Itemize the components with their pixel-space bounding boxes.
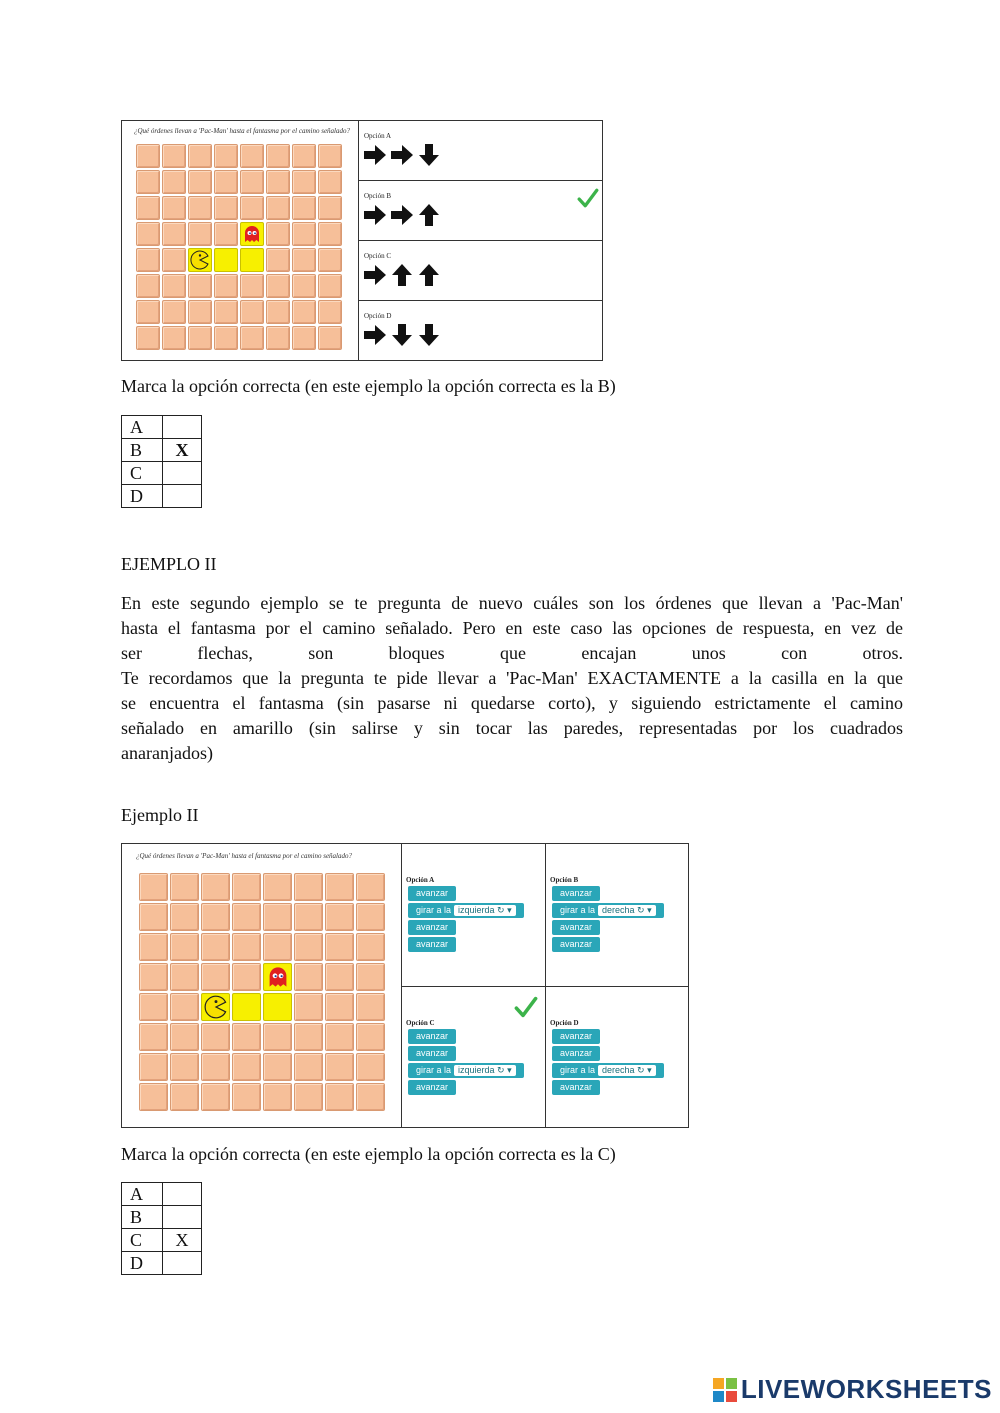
maze-cell (356, 1053, 385, 1081)
answer-mark-cell[interactable] (163, 1183, 202, 1206)
maze-cell (188, 222, 212, 246)
maze-cell (263, 1053, 292, 1081)
maze-cell (325, 933, 354, 961)
maze-cell (170, 873, 199, 901)
maze-cell (136, 170, 160, 194)
maze-cell (139, 903, 168, 931)
ghost-icon (266, 965, 290, 989)
answer-mark-cell[interactable] (163, 1252, 202, 1275)
paragraph-line: En este segundo ejemplo se te pregunta de nuevo cuáles son los órdenes que llevan a 'Pac-Man' (121, 593, 903, 613)
section-heading: EJEMPLO II (121, 554, 217, 574)
maze-cell (139, 933, 168, 961)
maze-cell (136, 144, 160, 168)
example1-figure (121, 120, 603, 361)
answer-mark-cell[interactable] (163, 462, 202, 485)
maze-cell (318, 170, 342, 194)
maze-cell (263, 873, 292, 901)
ghost-icon (242, 224, 262, 244)
maze-cell (318, 196, 342, 220)
option-label: Opción D (550, 1019, 579, 1027)
maze-cell (294, 933, 323, 961)
example1-answer-table (121, 415, 202, 508)
advance-block: avanzar (408, 937, 456, 952)
maze-cell (294, 963, 323, 991)
maze-cell (170, 903, 199, 931)
advance-block: avanzar (552, 1046, 600, 1061)
maze-cell (263, 903, 292, 931)
maze-cell (170, 1023, 199, 1051)
answer-letter: A (122, 1183, 163, 1206)
maze-cell (263, 963, 292, 991)
paragraph-line: hasta el fantasma por el camino señalado. Pero en este caso las opciones de respuesta, en vez de (121, 618, 903, 638)
option-label: Opción B (364, 192, 392, 200)
advance-block: avanzar (552, 1080, 600, 1095)
maze-cell (292, 196, 316, 220)
answer-letter: C (122, 1229, 163, 1252)
example1-maze-grid (136, 144, 342, 350)
maze-cell (318, 274, 342, 298)
maze-cell (136, 196, 160, 220)
answer-row (122, 1206, 202, 1229)
maze-cell (214, 274, 238, 298)
maze-cell (188, 326, 212, 350)
maze-cell (139, 1053, 168, 1081)
maze-cell (170, 1053, 199, 1081)
maze-cell (170, 1083, 199, 1111)
maze-cell (294, 993, 323, 1021)
maze-cell (325, 963, 354, 991)
maze-cell (136, 222, 160, 246)
maze-cell (232, 903, 261, 931)
maze-cell (201, 903, 230, 931)
maze-cell (325, 993, 354, 1021)
maze-cell (201, 1023, 230, 1051)
answer-letter: C (122, 462, 163, 485)
maze-cell (325, 873, 354, 901)
maze-cell (266, 144, 290, 168)
maze-cell (162, 222, 186, 246)
check-icon (514, 995, 538, 1019)
direction-dropdown: derecha ↻ ▾ (598, 905, 656, 916)
advance-block: avanzar (408, 1080, 456, 1095)
maze-cell (201, 963, 230, 991)
arrow-right-icon (389, 142, 415, 168)
maze-cell (170, 993, 199, 1021)
example2-maze-grid (139, 873, 385, 1111)
advance-block: avanzar (552, 937, 600, 952)
answer-mark-cell[interactable] (163, 1206, 202, 1229)
turn-block-label: girar a la (416, 1065, 452, 1075)
brand-name: LIVEWORKSHEETS (740, 1374, 992, 1404)
maze-cell (240, 170, 264, 194)
maze-cell (232, 1053, 261, 1081)
option-label: Opción C (406, 1019, 435, 1027)
arrow-right-icon (362, 262, 388, 288)
maze-cell (162, 274, 186, 298)
paragraph-line: se encuentra el fantasma (sin pasarse ni quedarse corto), y siguiendo estrictamente el camino (121, 693, 903, 713)
arrow-right-icon (362, 322, 388, 348)
example1-question: ¿Qué órdenes llevan a 'Pac-Man' hasta el fantasma por el camino señalado? (134, 127, 351, 135)
answer-row (122, 416, 202, 439)
option-label: Opción B (550, 876, 579, 884)
option-label: Opción C (364, 252, 392, 260)
answer-letter: D (122, 1252, 163, 1275)
maze-cell (292, 326, 316, 350)
option-arrows (362, 202, 442, 228)
maze-cell (318, 222, 342, 246)
example2-heading: Ejemplo II (121, 805, 199, 825)
maze-cell (232, 933, 261, 961)
maze-cell (162, 196, 186, 220)
code-block-stack (552, 886, 664, 954)
maze-cell (136, 300, 160, 324)
paragraph-line: Te recordamos que la pregunta te pide llevar a 'Pac-Man' EXACTAMENTE a la casilla en la que (121, 668, 903, 688)
maze-cell (214, 300, 238, 324)
maze-cell (232, 1023, 261, 1051)
maze-cell (356, 963, 385, 991)
correct-check (514, 995, 538, 1024)
maze-cell (318, 326, 342, 350)
maze-cell (356, 1083, 385, 1111)
turn-block (552, 903, 664, 918)
maze-cell (266, 326, 290, 350)
maze-cell (263, 1023, 292, 1051)
arrow-right-icon (389, 202, 415, 228)
liveworksheets-logo (713, 1374, 992, 1405)
maze-cell (266, 274, 290, 298)
paragraph-line: señalado en amarillo (sin salirse y sin tocar las paredes, representadas por los cuadrados (121, 718, 903, 738)
maze-cell (214, 326, 238, 350)
maze-cell (266, 196, 290, 220)
example1-caption: Marca la opción correcta (en este ejemplo la opción correcta es la B) (121, 376, 616, 396)
maze-cell (139, 873, 168, 901)
maze-cell (162, 144, 186, 168)
arrow-down-icon (416, 142, 442, 168)
option-label: Opción A (364, 132, 392, 140)
example2-figure (121, 843, 689, 1128)
maze-cell (325, 903, 354, 931)
maze-cell (139, 963, 168, 991)
maze-cell (162, 248, 186, 272)
advance-block: avanzar (408, 1046, 456, 1061)
option-arrows (362, 322, 442, 348)
paragraph-line: ser flechas, son bloques que encajan unos con otros. (121, 643, 903, 663)
maze-cell (356, 1023, 385, 1051)
advance-block: avanzar (552, 1029, 600, 1044)
maze-cell (356, 933, 385, 961)
maze-cell (263, 993, 292, 1021)
maze-cell (214, 222, 238, 246)
maze-cell (232, 993, 261, 1021)
maze-cell (136, 248, 160, 272)
maze-cell (162, 326, 186, 350)
maze-cell (188, 170, 212, 194)
maze-cell (201, 993, 230, 1021)
maze-cell (162, 300, 186, 324)
arrow-up-icon (389, 262, 415, 288)
answer-row (122, 1229, 202, 1252)
paragraph-line: anaranjados) (121, 743, 213, 763)
pacman-icon (190, 250, 210, 270)
answer-row (122, 485, 202, 508)
maze-cell (325, 1053, 354, 1081)
code-block-stack (408, 886, 524, 954)
maze-cell (201, 1053, 230, 1081)
turn-block-label: girar a la (416, 905, 452, 915)
maze-cell (318, 144, 342, 168)
maze-cell (139, 1023, 168, 1051)
maze-cell (214, 170, 238, 194)
advance-block: avanzar (408, 1029, 456, 1044)
direction-dropdown: izquierda ↻ ▾ (454, 1065, 516, 1076)
maze-cell (356, 993, 385, 1021)
maze-cell (266, 300, 290, 324)
answer-mark-cell[interactable]: X (163, 439, 202, 462)
answer-letter: A (122, 416, 163, 439)
answer-mark-cell[interactable] (163, 485, 202, 508)
direction-dropdown: izquierda ↻ ▾ (454, 905, 516, 916)
correct-check (577, 187, 599, 214)
answer-letter: B (122, 439, 163, 462)
maze-cell (318, 300, 342, 324)
maze-cell (240, 144, 264, 168)
check-icon (577, 187, 599, 209)
advance-block: avanzar (552, 920, 600, 935)
option-label: Opción A (406, 876, 435, 884)
example2-question: ¿Qué órdenes llevan a 'Pac-Man' hasta el fantasma por el camino señalado? (136, 852, 353, 860)
maze-cell (214, 248, 238, 272)
option-arrows (362, 142, 442, 168)
maze-cell (240, 326, 264, 350)
code-block-stack (552, 1029, 664, 1097)
maze-cell (294, 1053, 323, 1081)
answer-row (122, 439, 202, 462)
pacman-icon (204, 995, 228, 1019)
turn-block (408, 903, 524, 918)
answer-row (122, 462, 202, 485)
maze-cell (232, 963, 261, 991)
maze-cell (240, 196, 264, 220)
advance-block: avanzar (552, 886, 600, 901)
direction-dropdown: derecha ↻ ▾ (598, 1065, 656, 1076)
example2-caption: Marca la opción correcta (en este ejemplo la opción correcta es la C) (121, 1144, 616, 1164)
maze-cell (240, 222, 264, 246)
liveworksheets-logo-icon (713, 1378, 737, 1402)
maze-cell (240, 248, 264, 272)
turn-block-label: girar a la (560, 905, 596, 915)
maze-cell (292, 144, 316, 168)
option-label: Opción D (364, 312, 392, 320)
option-arrows (362, 262, 442, 288)
maze-cell (292, 222, 316, 246)
arrow-up-icon (416, 262, 442, 288)
turn-block (408, 1063, 524, 1078)
arrow-down-icon (389, 322, 415, 348)
code-block-stack (408, 1029, 524, 1097)
maze-cell (325, 1083, 354, 1111)
maze-cell (356, 903, 385, 931)
maze-cell (325, 1023, 354, 1051)
maze-cell (201, 933, 230, 961)
advance-block: avanzar (408, 886, 456, 901)
maze-cell (318, 248, 342, 272)
answer-row (122, 1252, 202, 1275)
maze-cell (188, 196, 212, 220)
answer-letter: D (122, 485, 163, 508)
maze-cell (263, 933, 292, 961)
maze-cell (136, 274, 160, 298)
maze-cell (294, 903, 323, 931)
maze-cell (266, 170, 290, 194)
example2-answer-table (121, 1182, 202, 1275)
maze-cell (266, 248, 290, 272)
arrow-down-icon (416, 322, 442, 348)
arrow-up-icon (416, 202, 442, 228)
maze-cell (214, 196, 238, 220)
maze-cell (294, 873, 323, 901)
maze-cell (232, 1083, 261, 1111)
maze-cell (139, 993, 168, 1021)
maze-cell (201, 873, 230, 901)
maze-cell (292, 300, 316, 324)
maze-cell (170, 933, 199, 961)
maze-cell (232, 873, 261, 901)
maze-cell (292, 274, 316, 298)
maze-cell (136, 326, 160, 350)
instructions-paragraph (121, 591, 903, 766)
advance-block: avanzar (408, 920, 456, 935)
maze-cell (188, 144, 212, 168)
maze-cell (240, 300, 264, 324)
maze-cell (356, 873, 385, 901)
maze-cell (292, 170, 316, 194)
maze-cell (266, 222, 290, 246)
answer-row (122, 1183, 202, 1206)
turn-block-label: girar a la (560, 1065, 596, 1075)
arrow-right-icon (362, 202, 388, 228)
answer-letter: B (122, 1206, 163, 1229)
maze-cell (188, 248, 212, 272)
maze-cell (188, 274, 212, 298)
answer-mark-cell[interactable]: X (163, 1229, 202, 1252)
answer-mark-cell[interactable] (163, 416, 202, 439)
maze-cell (170, 963, 199, 991)
maze-cell (139, 1083, 168, 1111)
maze-cell (263, 1083, 292, 1111)
arrow-right-icon (362, 142, 388, 168)
maze-cell (201, 1083, 230, 1111)
turn-block (552, 1063, 664, 1078)
maze-cell (294, 1083, 323, 1111)
maze-cell (162, 170, 186, 194)
maze-cell (188, 300, 212, 324)
maze-cell (292, 248, 316, 272)
maze-cell (214, 144, 238, 168)
maze-cell (294, 1023, 323, 1051)
maze-cell (240, 274, 264, 298)
